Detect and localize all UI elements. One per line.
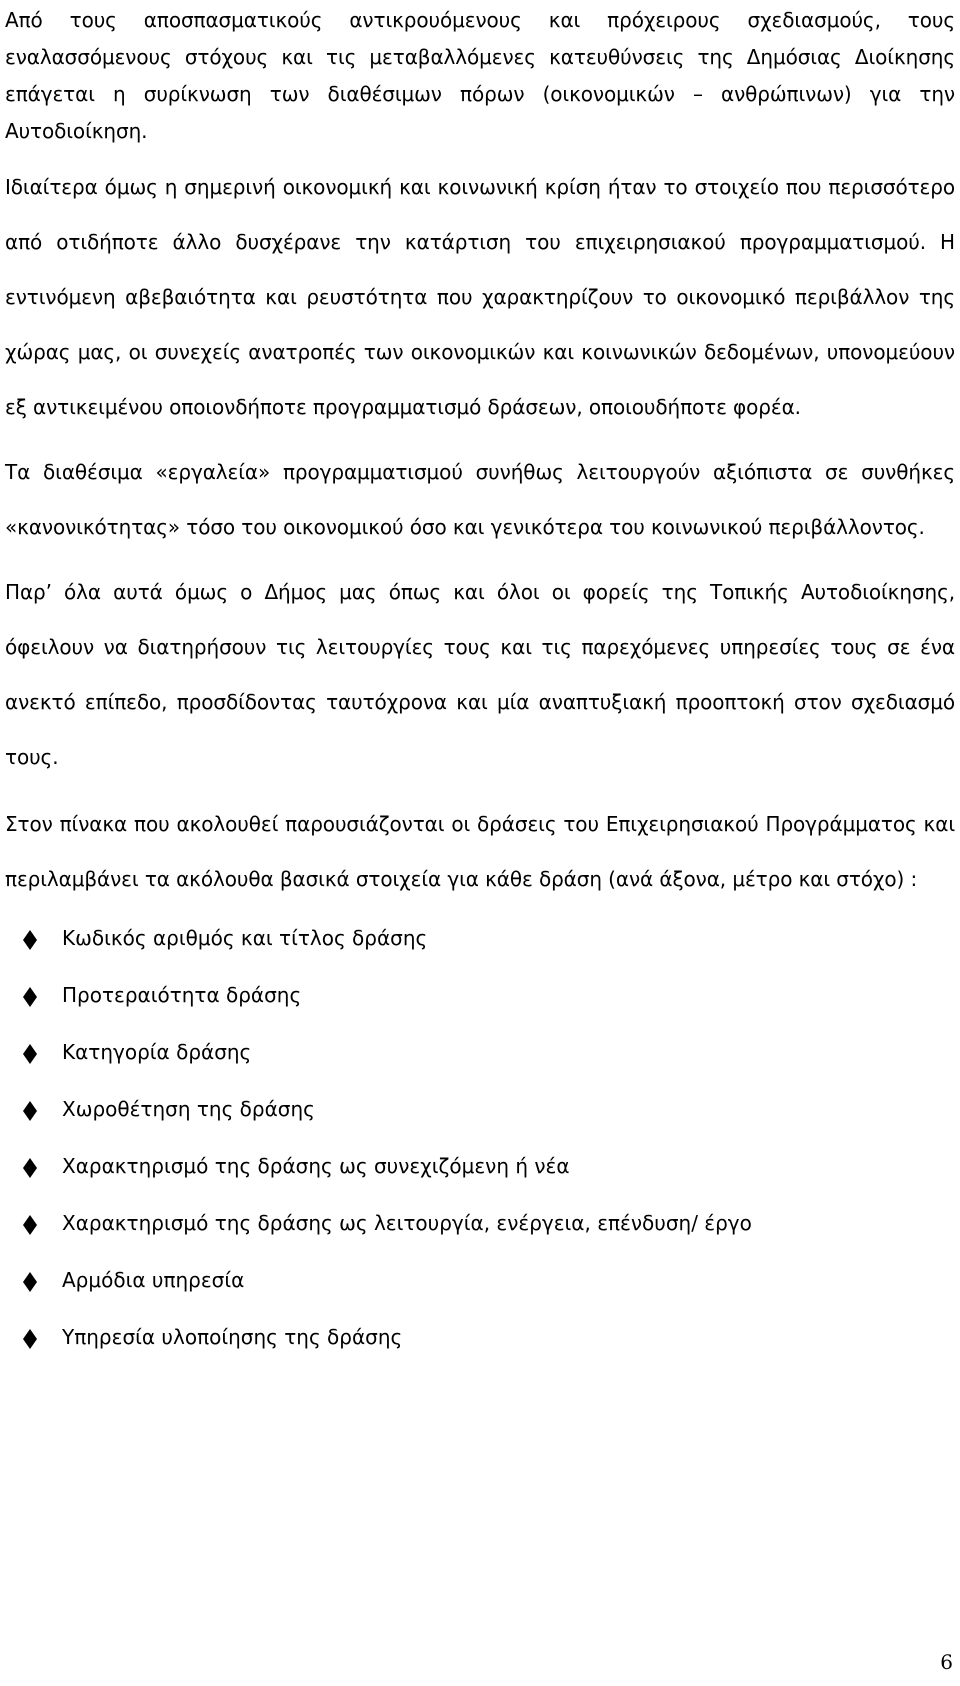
paragraph-2: Ιδιαίτερα όμως η σημερινή οικονομική και κοινωνική κρίση ήταν το στοιχείο που περισσότερο από οτιδήποτε άλλο δυσχέρανε την κατάρτιση του επιχειρησιακού προγραμματισμού. Η εντινόμενη αβεβαιότητα και ρευστότητα που χαρακτηρίζουν το οικονομικό περιβάλλον της χώρας μας, οι συνεχείς ανατροπές των οικονομικών και κοινωνικών δεδομένων, υπονομεύουν εξ αντικειμένου οποιονδήποτε προγραμματισμό δράσεων, οποιουδήποτε φορέα. xyxy=(5,175,955,419)
diamond-bullet-icon xyxy=(23,1158,37,1178)
list-item xyxy=(5,1208,955,1265)
list-item-label: Κωδικός αριθμός και τίτλος δράσης xyxy=(62,926,428,950)
list-item xyxy=(5,1037,955,1094)
bullet-list xyxy=(5,923,955,1379)
paragraph-5: Στον πίνακα που ακολουθεί παρουσιάζονται οι δράσεις του Επιχειρησιακού Προγράμματος και περιλαμβάνει τα ακόλουθα βασικά στοιχεία για κάθε δράση (ανά άξονα, μέτρο και στόχο) : xyxy=(5,812,955,891)
list-item-label: Χαρακτηρισμό της δράσης ως συνεχιζόμενη ή νέα xyxy=(62,1154,570,1178)
paragraph-3: Τα διαθέσιμα «εργαλεία» προγραμματισμού συνήθως λειτουργούν αξιόπιστα σε συνθήκες «κανονικότητας» τόσο του οικονομικού όσο και γενικότερα του κοινωνικού περιβάλλοντος. xyxy=(5,460,955,539)
list-item-label: Κατηγορία δράσης xyxy=(62,1040,252,1064)
paragraph-1: Από τους αποσπασματικούς αντικρουόμενους και πρόχειρους σχεδιασμούς, τους εναλασσόμενους στόχους και τις μεταβαλλόμενες κατευθύνσεις της Δημόσιας Διοίκησης επάγεται η συρίκνωση των διαθέσιμων πόρων (οικονομικών – ανθρώπινων) για την Αυτοδιοίκηση. xyxy=(5,8,955,143)
diamond-bullet-icon xyxy=(23,1215,37,1235)
list-item xyxy=(5,923,955,980)
list-item xyxy=(5,1265,955,1322)
list-item-label: Χαρακτηρισμό της δράσης ως λειτουργία, ενέργεια, επένδυση/ έργο xyxy=(62,1211,752,1235)
page-number: 6 xyxy=(940,1650,953,1674)
list-item xyxy=(5,980,955,1037)
list-item-label: Προτεραιότητα δράσης xyxy=(62,983,302,1007)
list-item-label: Υπηρεσία υλοποίησης της δράσης xyxy=(62,1325,403,1349)
paragraph-4: Παρ’ όλα αυτά όμως ο Δήμος μας όπως και όλοι οι φορείς της Τοπικής Αυτοδιοίκησης, όφειλουν να διατηρήσουν τις λειτουργίες τους και τις παρεχόμενες υπηρεσίες τους σε ένα ανεκτό επίπεδο, προσδίδοντας ταυτόχρονα και μία αναπτυξιακή προοπτοκή στον σχεδιασμό τους. xyxy=(5,580,955,769)
list-item xyxy=(5,1094,955,1151)
diamond-bullet-icon xyxy=(23,1044,37,1064)
document-page xyxy=(5,2,955,1379)
diamond-bullet-icon xyxy=(23,1101,37,1121)
list-item xyxy=(5,1151,955,1208)
list-item xyxy=(5,1322,955,1379)
diamond-bullet-icon xyxy=(23,987,37,1007)
list-item-label: Αρμόδια υπηρεσία xyxy=(62,1268,245,1292)
diamond-bullet-icon xyxy=(23,1272,37,1292)
diamond-bullet-icon xyxy=(23,1329,37,1349)
diamond-bullet-icon xyxy=(23,930,37,950)
list-item-label: Χωροθέτηση της δράσης xyxy=(62,1097,315,1121)
